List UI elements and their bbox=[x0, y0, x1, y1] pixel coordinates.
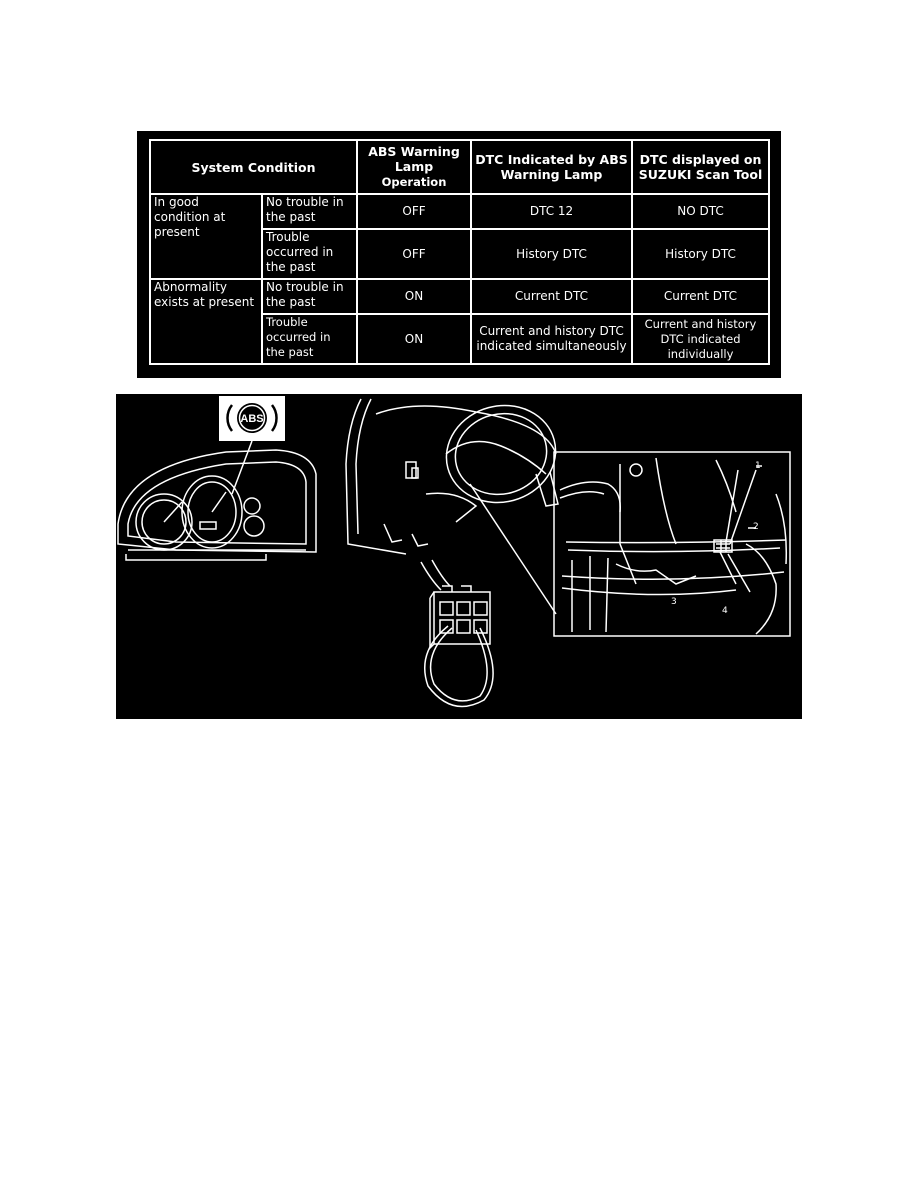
abs-condition-table bbox=[149, 139, 770, 365]
dtc-lamp-cell: DTC 12 bbox=[471, 194, 632, 229]
past-cell: No trouble in the past bbox=[262, 194, 357, 229]
abs-condition-table-panel bbox=[137, 131, 781, 378]
header-abs-warning-lamp: ABS Warning Lamp Operation bbox=[357, 140, 471, 194]
instrument-cluster-drawing bbox=[118, 450, 316, 560]
dtc-tool-cell: Current DTC bbox=[632, 279, 769, 314]
header-dtc-by-lamp: DTC Indicated by ABS Warning Lamp bbox=[471, 140, 632, 194]
abs-lamp-text: ABS bbox=[240, 413, 264, 425]
dtc-tool-cell: Current and history DTC indicated individually bbox=[632, 314, 769, 364]
table-row bbox=[150, 279, 769, 314]
diagnostic-connector-drawing bbox=[421, 560, 493, 706]
lamp-cell: ON bbox=[357, 279, 471, 314]
diagnostic-connector-illustration bbox=[116, 394, 802, 719]
past-cell: Trouble occurred in the past bbox=[262, 229, 357, 279]
dashboard-steering-drawing bbox=[346, 394, 567, 614]
callout-1: 1 bbox=[755, 461, 761, 471]
condition-cell-abnormality: Abnormality exists at present bbox=[150, 279, 262, 364]
past-cell: Trouble occurred in the past bbox=[262, 314, 357, 364]
dtc-tool-cell: History DTC bbox=[632, 229, 769, 279]
dtc-lamp-cell: Current DTC bbox=[471, 279, 632, 314]
callout-2: 2 bbox=[753, 522, 759, 532]
condition-cell-good: In good condition at present bbox=[150, 194, 262, 279]
past-cell: No trouble in the past bbox=[262, 279, 357, 314]
table-row bbox=[150, 194, 769, 229]
header-row bbox=[150, 140, 769, 194]
lamp-cell: OFF bbox=[357, 229, 471, 279]
abs-warning-lamp-icon bbox=[219, 396, 285, 441]
header-dtc-scan-tool: DTC displayed on SUZUKI Scan Tool bbox=[632, 140, 769, 194]
dtc-lamp-cell: History DTC bbox=[471, 229, 632, 279]
lamp-cell: OFF bbox=[357, 194, 471, 229]
header-system-condition: System Condition bbox=[150, 140, 357, 194]
dtc-tool-cell: NO DTC bbox=[632, 194, 769, 229]
lamp-cell: ON bbox=[357, 314, 471, 364]
callout-4: 4 bbox=[722, 606, 728, 616]
connector-location-closeup bbox=[554, 452, 790, 636]
dtc-lamp-cell: Current and history DTC indicated simultaneously bbox=[471, 314, 632, 364]
callout-3: 3 bbox=[671, 597, 677, 607]
